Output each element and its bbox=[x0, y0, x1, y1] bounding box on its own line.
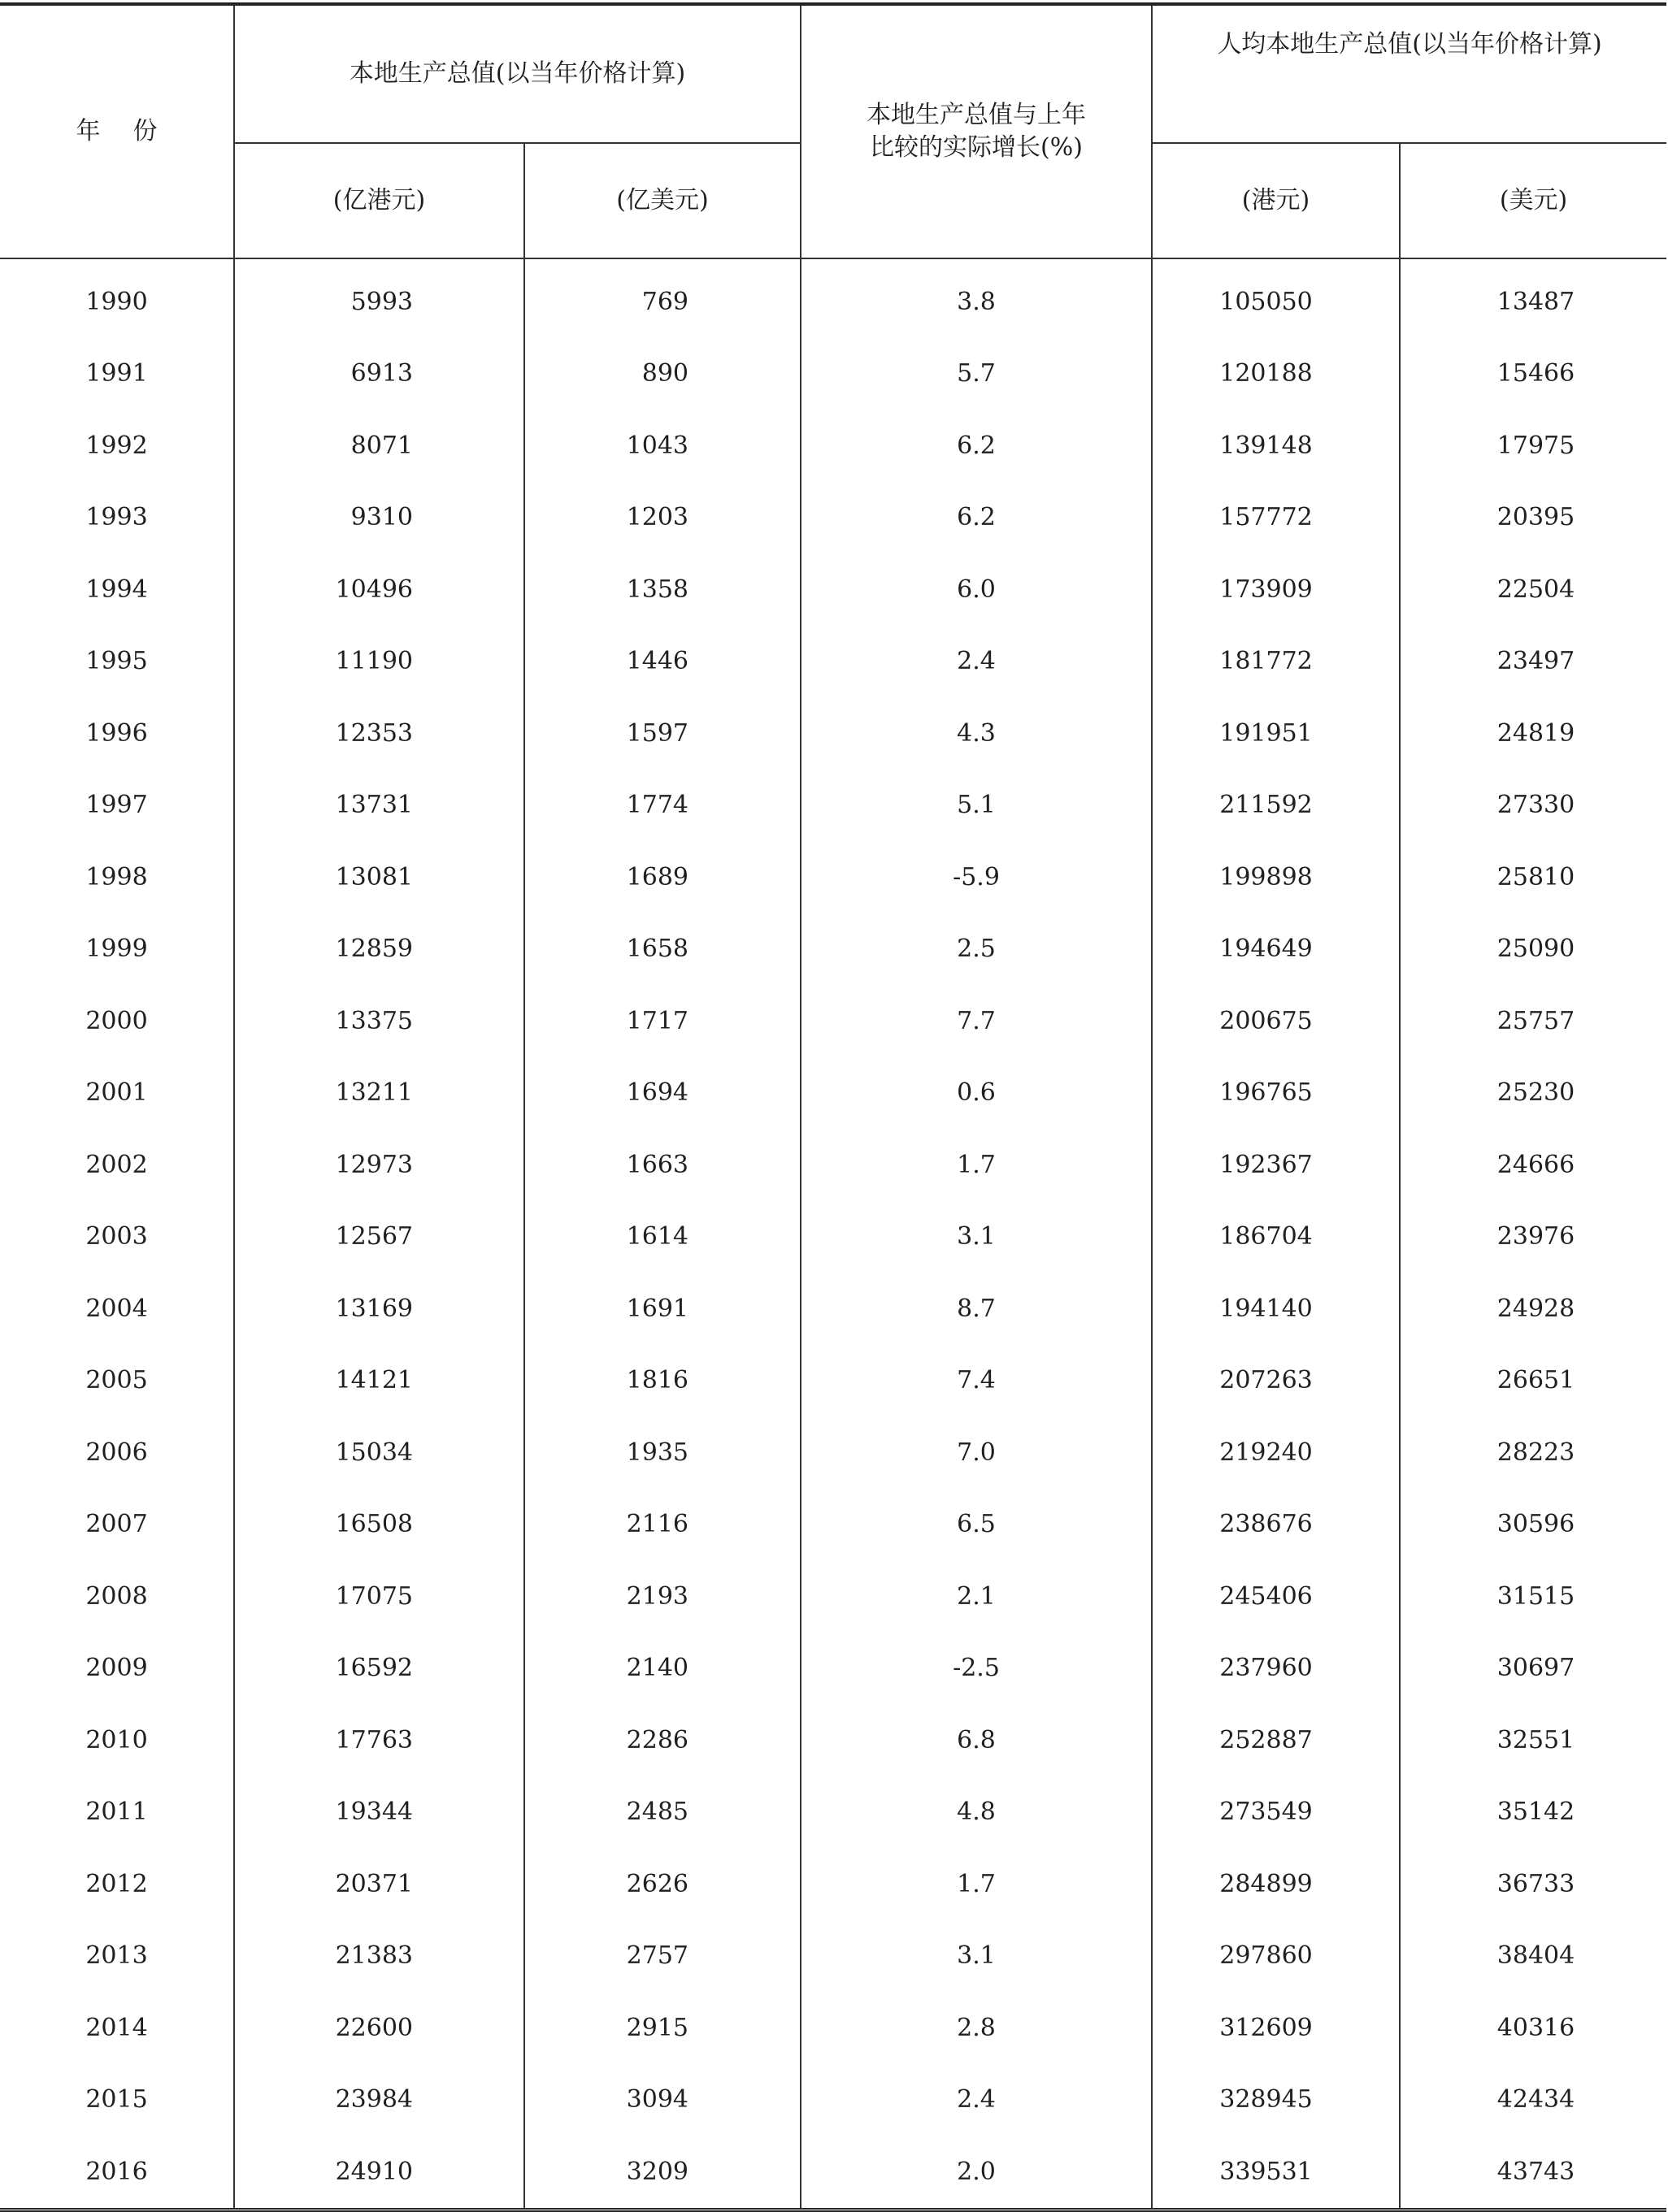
per-capita-usd-cell: 40316 bbox=[1400, 1992, 1666, 2064]
gdp-usd-cell: 2286 bbox=[524, 1704, 801, 1776]
table-row bbox=[0, 2136, 1666, 2210]
per-capita-usd-cell: 17975 bbox=[1400, 410, 1666, 482]
table-row bbox=[0, 985, 1666, 1057]
year-cell: 1997 bbox=[0, 770, 234, 842]
per-capita-hkd-cell: 157772 bbox=[1152, 482, 1400, 554]
gdp-usd-cell: 1043 bbox=[524, 410, 801, 482]
gdp-usd-unit-header: (亿美元) bbox=[524, 143, 801, 258]
year-cell: 1990 bbox=[0, 258, 234, 338]
per-capita-hkd-cell: 173909 bbox=[1152, 553, 1400, 626]
gdp-usd-cell: 2116 bbox=[524, 1489, 801, 1561]
gdp-hkd-cell: 8071 bbox=[234, 410, 524, 482]
gdp-usd-cell: 1203 bbox=[524, 482, 801, 554]
growth-cell: 6.8 bbox=[801, 1704, 1152, 1776]
year-cell: 2012 bbox=[0, 1848, 234, 1920]
table-row bbox=[0, 2064, 1666, 2136]
gdp-usd-cell: 1694 bbox=[524, 1057, 801, 1130]
per-capita-hkd-cell: 219240 bbox=[1152, 1416, 1400, 1489]
year-cell: 2016 bbox=[0, 2136, 234, 2210]
gdp-hkd-cell: 20371 bbox=[234, 1848, 524, 1920]
per-capita-usd-cell: 30697 bbox=[1400, 1633, 1666, 1705]
gdp-usd-cell: 2485 bbox=[524, 1776, 801, 1849]
gdp-hkd-cell: 14121 bbox=[234, 1345, 524, 1417]
table-row bbox=[0, 1345, 1666, 1417]
per-capita-hkd-cell: 284899 bbox=[1152, 1848, 1400, 1920]
table-row bbox=[0, 1848, 1666, 1920]
table-row bbox=[0, 338, 1666, 410]
year-cell: 2000 bbox=[0, 985, 234, 1057]
per-capita-usd-cell: 30596 bbox=[1400, 1489, 1666, 1561]
per-capita-usd-cell: 36733 bbox=[1400, 1848, 1666, 1920]
growth-cell: 6.2 bbox=[801, 410, 1152, 482]
year-cell: 2015 bbox=[0, 2064, 234, 2136]
gdp-hkd-cell: 11190 bbox=[234, 626, 524, 698]
gdp-usd-cell: 1446 bbox=[524, 626, 801, 698]
table-row bbox=[0, 1489, 1666, 1561]
year-cell: 2009 bbox=[0, 1633, 234, 1705]
gdp-hkd-cell: 13169 bbox=[234, 1273, 524, 1345]
table-row bbox=[0, 1704, 1666, 1776]
growth-cell: 4.8 bbox=[801, 1776, 1152, 1849]
year-cell: 1995 bbox=[0, 626, 234, 698]
per-capita-usd-cell: 26651 bbox=[1400, 1345, 1666, 1417]
per-capita-usd-cell: 20395 bbox=[1400, 482, 1666, 554]
per-capita-hkd-cell: 211592 bbox=[1152, 770, 1400, 842]
year-cell: 2005 bbox=[0, 1345, 234, 1417]
gdp-hkd-unit-header: (亿港元) bbox=[234, 143, 524, 258]
per-capita-usd-cell: 24666 bbox=[1400, 1129, 1666, 1201]
per-capita-hkd-cell: 120188 bbox=[1152, 338, 1400, 410]
gdp-hkd-cell: 12353 bbox=[234, 697, 524, 770]
gdp-usd-cell: 1816 bbox=[524, 1345, 801, 1417]
growth-cell: -5.9 bbox=[801, 841, 1152, 913]
year-cell: 2007 bbox=[0, 1489, 234, 1561]
per-capita-usd-cell: 32551 bbox=[1400, 1704, 1666, 1776]
gdp-hkd-cell: 12859 bbox=[234, 913, 524, 986]
table-row bbox=[0, 1992, 1666, 2064]
gdp-hkd-cell: 5993 bbox=[234, 258, 524, 338]
year-cell: 2003 bbox=[0, 1201, 234, 1273]
growth-cell: 5.1 bbox=[801, 770, 1152, 842]
gdp-hkd-cell: 12973 bbox=[234, 1129, 524, 1201]
growth-cell: 7.4 bbox=[801, 1345, 1152, 1417]
year-cell: 2001 bbox=[0, 1057, 234, 1130]
per-capita-hkd-cell: 186704 bbox=[1152, 1201, 1400, 1273]
per-capita-usd-cell: 15466 bbox=[1400, 338, 1666, 410]
gdp-hkd-cell: 13375 bbox=[234, 985, 524, 1057]
gdp-usd-cell: 890 bbox=[524, 338, 801, 410]
gdp-usd-cell: 1691 bbox=[524, 1273, 801, 1345]
gdp-hkd-cell: 6913 bbox=[234, 338, 524, 410]
per-capita-usd-cell: 25090 bbox=[1400, 913, 1666, 986]
table-row bbox=[0, 1416, 1666, 1489]
table-row bbox=[0, 1560, 1666, 1633]
per-capita-hkd-unit-header: (港元) bbox=[1152, 143, 1400, 258]
growth-cell: 3.1 bbox=[801, 1201, 1152, 1273]
table-row bbox=[0, 1633, 1666, 1705]
growth-cell: 2.4 bbox=[801, 2064, 1152, 2136]
gdp-hkd-cell: 12567 bbox=[234, 1201, 524, 1273]
gdp-hkd-cell: 16592 bbox=[234, 1633, 524, 1705]
growth-cell: 1.7 bbox=[801, 1129, 1152, 1201]
per-capita-hkd-cell: 252887 bbox=[1152, 1704, 1400, 1776]
per-capita-usd-cell: 25230 bbox=[1400, 1057, 1666, 1130]
per-capita-usd-cell: 13487 bbox=[1400, 258, 1666, 338]
table-row bbox=[0, 1057, 1666, 1130]
growth-cell: 6.0 bbox=[801, 553, 1152, 626]
gdp-usd-cell: 1358 bbox=[524, 553, 801, 626]
per-capita-group-header: 人均本地生产总值(以当年价格计算) bbox=[1152, 4, 1666, 143]
gdp-hkd-cell: 22600 bbox=[234, 1992, 524, 2064]
per-capita-hkd-cell: 328945 bbox=[1152, 2064, 1400, 2136]
per-capita-hkd-cell: 297860 bbox=[1152, 1920, 1400, 1993]
year-cell: 2004 bbox=[0, 1273, 234, 1345]
table-row bbox=[0, 626, 1666, 698]
year-column-header: 年 份 bbox=[0, 4, 234, 258]
per-capita-usd-unit-header: (美元) bbox=[1400, 143, 1666, 258]
per-capita-hkd-cell: 238676 bbox=[1152, 1489, 1400, 1561]
year-cell: 2006 bbox=[0, 1416, 234, 1489]
per-capita-hkd-cell: 194649 bbox=[1152, 913, 1400, 986]
table-row bbox=[0, 1273, 1666, 1345]
table-row bbox=[0, 841, 1666, 913]
growth-cell: 2.8 bbox=[801, 1992, 1152, 2064]
gdp-usd-cell: 1774 bbox=[524, 770, 801, 842]
gdp-statistics-table bbox=[0, 2, 1666, 2212]
growth-cell: 2.4 bbox=[801, 626, 1152, 698]
per-capita-usd-cell: 23976 bbox=[1400, 1201, 1666, 1273]
year-cell: 2010 bbox=[0, 1704, 234, 1776]
table-row bbox=[0, 1201, 1666, 1273]
per-capita-hkd-cell: 199898 bbox=[1152, 841, 1400, 913]
gdp-usd-cell: 2140 bbox=[524, 1633, 801, 1705]
gdp-usd-cell: 1614 bbox=[524, 1201, 801, 1273]
year-cell: 1999 bbox=[0, 913, 234, 986]
gdp-usd-cell: 1717 bbox=[524, 985, 801, 1057]
gdp-usd-cell: 769 bbox=[524, 258, 801, 338]
per-capita-hkd-cell: 194140 bbox=[1152, 1273, 1400, 1345]
growth-cell: 5.7 bbox=[801, 338, 1152, 410]
growth-cell: 6.2 bbox=[801, 482, 1152, 554]
per-capita-usd-cell: 22504 bbox=[1400, 553, 1666, 626]
per-capita-hkd-cell: 105050 bbox=[1152, 258, 1400, 338]
growth-cell: 2.5 bbox=[801, 913, 1152, 986]
per-capita-hkd-cell: 200675 bbox=[1152, 985, 1400, 1057]
gdp-hkd-cell: 17763 bbox=[234, 1704, 524, 1776]
gdp-usd-cell: 1597 bbox=[524, 697, 801, 770]
growth-cell: 2.0 bbox=[801, 2136, 1152, 2210]
growth-cell: 0.6 bbox=[801, 1057, 1152, 1130]
year-cell: 2008 bbox=[0, 1560, 234, 1633]
gdp-usd-cell: 1935 bbox=[524, 1416, 801, 1489]
per-capita-hkd-cell: 312609 bbox=[1152, 1992, 1400, 2064]
gdp-hkd-cell: 21383 bbox=[234, 1920, 524, 1993]
growth-cell: 1.7 bbox=[801, 1848, 1152, 1920]
growth-cell: 8.7 bbox=[801, 1273, 1152, 1345]
gdp-hkd-cell: 19344 bbox=[234, 1776, 524, 1849]
per-capita-usd-cell: 25757 bbox=[1400, 985, 1666, 1057]
per-capita-usd-cell: 24928 bbox=[1400, 1273, 1666, 1345]
table-row bbox=[0, 913, 1666, 986]
table-row bbox=[0, 697, 1666, 770]
year-cell: 2014 bbox=[0, 1992, 234, 2064]
gdp-hkd-cell: 13731 bbox=[234, 770, 524, 842]
table-row bbox=[0, 1776, 1666, 1849]
table-row bbox=[0, 482, 1666, 554]
gdp-usd-cell: 2757 bbox=[524, 1920, 801, 1993]
gdp-hkd-cell: 9310 bbox=[234, 482, 524, 554]
growth-cell: 6.5 bbox=[801, 1489, 1152, 1561]
per-capita-hkd-cell: 207263 bbox=[1152, 1345, 1400, 1417]
gdp-hkd-cell: 15034 bbox=[234, 1416, 524, 1489]
table-row bbox=[0, 410, 1666, 482]
table-row bbox=[0, 553, 1666, 626]
per-capita-hkd-cell: 196765 bbox=[1152, 1057, 1400, 1130]
table-row bbox=[0, 770, 1666, 842]
per-capita-usd-cell: 24819 bbox=[1400, 697, 1666, 770]
per-capita-usd-cell: 42434 bbox=[1400, 2064, 1666, 2136]
per-capita-hkd-cell: 181772 bbox=[1152, 626, 1400, 698]
per-capita-usd-cell: 35142 bbox=[1400, 1776, 1666, 1849]
gdp-hkd-cell: 13081 bbox=[234, 841, 524, 913]
gdp-hkd-cell: 17075 bbox=[234, 1560, 524, 1633]
gdp-usd-cell: 2626 bbox=[524, 1848, 801, 1920]
growth-cell: 4.3 bbox=[801, 697, 1152, 770]
gdp-hkd-cell: 23984 bbox=[234, 2064, 524, 2136]
table-row bbox=[0, 1920, 1666, 1993]
per-capita-usd-cell: 31515 bbox=[1400, 1560, 1666, 1633]
year-cell: 1996 bbox=[0, 697, 234, 770]
gdp-usd-cell: 3209 bbox=[524, 2136, 801, 2210]
per-capita-hkd-cell: 273549 bbox=[1152, 1776, 1400, 1849]
per-capita-usd-cell: 38404 bbox=[1400, 1920, 1666, 1993]
gdp-usd-cell: 1663 bbox=[524, 1129, 801, 1201]
per-capita-usd-cell: 28223 bbox=[1400, 1416, 1666, 1489]
per-capita-hkd-cell: 192367 bbox=[1152, 1129, 1400, 1201]
growth-cell: 3.8 bbox=[801, 258, 1152, 338]
per-capita-usd-cell: 23497 bbox=[1400, 626, 1666, 698]
year-cell: 2011 bbox=[0, 1776, 234, 1849]
gdp-hkd-cell: 16508 bbox=[234, 1489, 524, 1561]
gdp-hkd-cell: 10496 bbox=[234, 553, 524, 626]
table-body bbox=[0, 258, 1666, 2210]
gdp-group-header: 本地生产总值(以当年价格计算) bbox=[234, 4, 801, 143]
growth-column-header: 本地生产总值与上年 比较的实际增长(%) bbox=[801, 4, 1152, 258]
table-header bbox=[0, 4, 1666, 258]
growth-cell: 7.7 bbox=[801, 985, 1152, 1057]
gdp-hkd-cell: 13211 bbox=[234, 1057, 524, 1130]
gdp-usd-cell: 2915 bbox=[524, 1992, 801, 2064]
gdp-usd-cell: 1658 bbox=[524, 913, 801, 986]
year-cell: 1992 bbox=[0, 410, 234, 482]
per-capita-hkd-cell: 339531 bbox=[1152, 2136, 1400, 2210]
per-capita-usd-cell: 25810 bbox=[1400, 841, 1666, 913]
year-cell: 1993 bbox=[0, 482, 234, 554]
growth-cell: -2.5 bbox=[801, 1633, 1152, 1705]
gdp-hkd-cell: 24910 bbox=[234, 2136, 524, 2210]
per-capita-usd-cell: 27330 bbox=[1400, 770, 1666, 842]
growth-cell: 7.0 bbox=[801, 1416, 1152, 1489]
year-cell: 2002 bbox=[0, 1129, 234, 1201]
gdp-usd-cell: 2193 bbox=[524, 1560, 801, 1633]
year-cell: 1998 bbox=[0, 841, 234, 913]
growth-cell: 3.1 bbox=[801, 1920, 1152, 1993]
table-row bbox=[0, 258, 1666, 338]
per-capita-hkd-cell: 237960 bbox=[1152, 1633, 1400, 1705]
per-capita-hkd-cell: 245406 bbox=[1152, 1560, 1400, 1633]
gdp-usd-cell: 3094 bbox=[524, 2064, 801, 2136]
per-capita-hkd-cell: 139148 bbox=[1152, 410, 1400, 482]
table-row bbox=[0, 1129, 1666, 1201]
per-capita-usd-cell: 43743 bbox=[1400, 2136, 1666, 2210]
gdp-usd-cell: 1689 bbox=[524, 841, 801, 913]
year-cell: 1994 bbox=[0, 553, 234, 626]
year-cell: 1991 bbox=[0, 338, 234, 410]
year-cell: 2013 bbox=[0, 1920, 234, 1993]
per-capita-hkd-cell: 191951 bbox=[1152, 697, 1400, 770]
growth-cell: 2.1 bbox=[801, 1560, 1152, 1633]
